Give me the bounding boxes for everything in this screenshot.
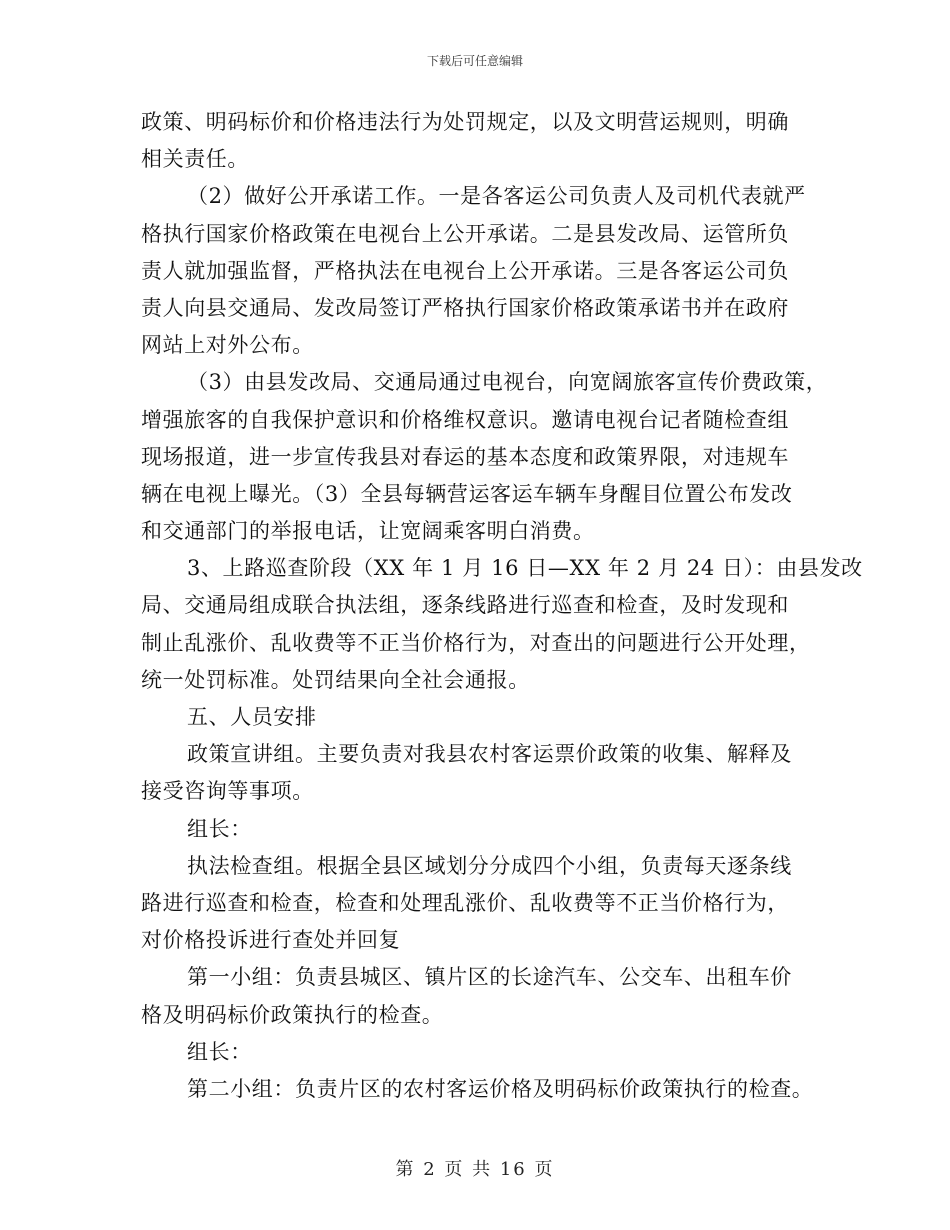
text-line: 对价格投诉进行查处并回复 [141,928,401,953]
text-line: 网站上对外公布。 [141,333,314,358]
text-line: 统一处罚标准。处罚结果向全社会通报。 [141,667,530,692]
text-line: 格执行国家价格政策在电视台上公开承诺。二是县发改局、运管所负 [141,221,789,246]
page-number: 第 2 页 共 16 页 [395,1159,555,1180]
text-line: 政策宣讲组。主要负责对我县农村客运票价政策的收集、解释及 [187,742,792,767]
text-line: 第一小组：负责县城区、镇片区的长途汽车、公交车、出租车价 [187,965,792,990]
text-line: 辆在电视上曝光。（3）全县每辆营运客运车辆车身醒目位置公布发改 [141,481,793,506]
text-line: 责人就加强监督，严格执法在电视台上公开承诺。三是各客运公司负 [141,258,789,283]
text-line: 格及明码标价政策执行的检查。 [141,1002,444,1027]
text-line: 相关责任。 [141,147,249,172]
text-line: 现场报道，进一步宣传我县对春运的基本态度和政策界限，对违规车 [141,444,789,469]
page-header-note: 下载后可任意编辑 [426,54,523,68]
text-line: 政策、明码标价和价格违法行为处罚规定，以及文明营运规则，明确 [141,110,789,134]
section-heading: 五、人员安排 [187,705,317,729]
text-line: 接受咨询等事项。 [141,779,314,804]
text-line: （3）由县发改局、交通局通过电视台，向宽阔旅客宣传价费政策， [187,370,828,395]
text-line: 组长： [187,1039,252,1064]
text-line: 3、上路巡查阶段（XX 年 1 月 16 日—XX 年 2 月 24 日）：由县发改 [187,556,863,581]
text-line: 增强旅客的自我保护意识和价格维权意识。邀请电视台记者随检查组 [141,407,789,432]
text-line: 和交通部门的举报电话，让宽阔乘客明白消费。 [141,519,595,544]
text-line: 制止乱涨价、乱收费等不正当价格行为，对查出的问题进行公开处理， [141,630,811,655]
text-line: 路进行巡查和检查，检查和处理乱涨价、乱收费等不正当价格行为， [141,890,789,915]
text-line: 责人向县交通局、发改局签订严格执行国家价格政策承诺书并在政府 [141,295,789,320]
text-line: 组长： [187,816,252,841]
text-line: 执法检查组。根据全县区域划分分成四个小组，负责每天逐条线 [187,853,792,878]
text-line: 局、交通局组成联合执法组，逐条线路进行巡查和检查，及时发现和 [141,593,789,618]
text-line: （2）做好公开承诺工作。一是各客运公司负责人及司机代表就严 [187,184,806,209]
document-body [141,104,863,1108]
text-line: 第二小组：负责片区的农村客运价格及明码标价政策执行的检查。 [187,1076,814,1101]
